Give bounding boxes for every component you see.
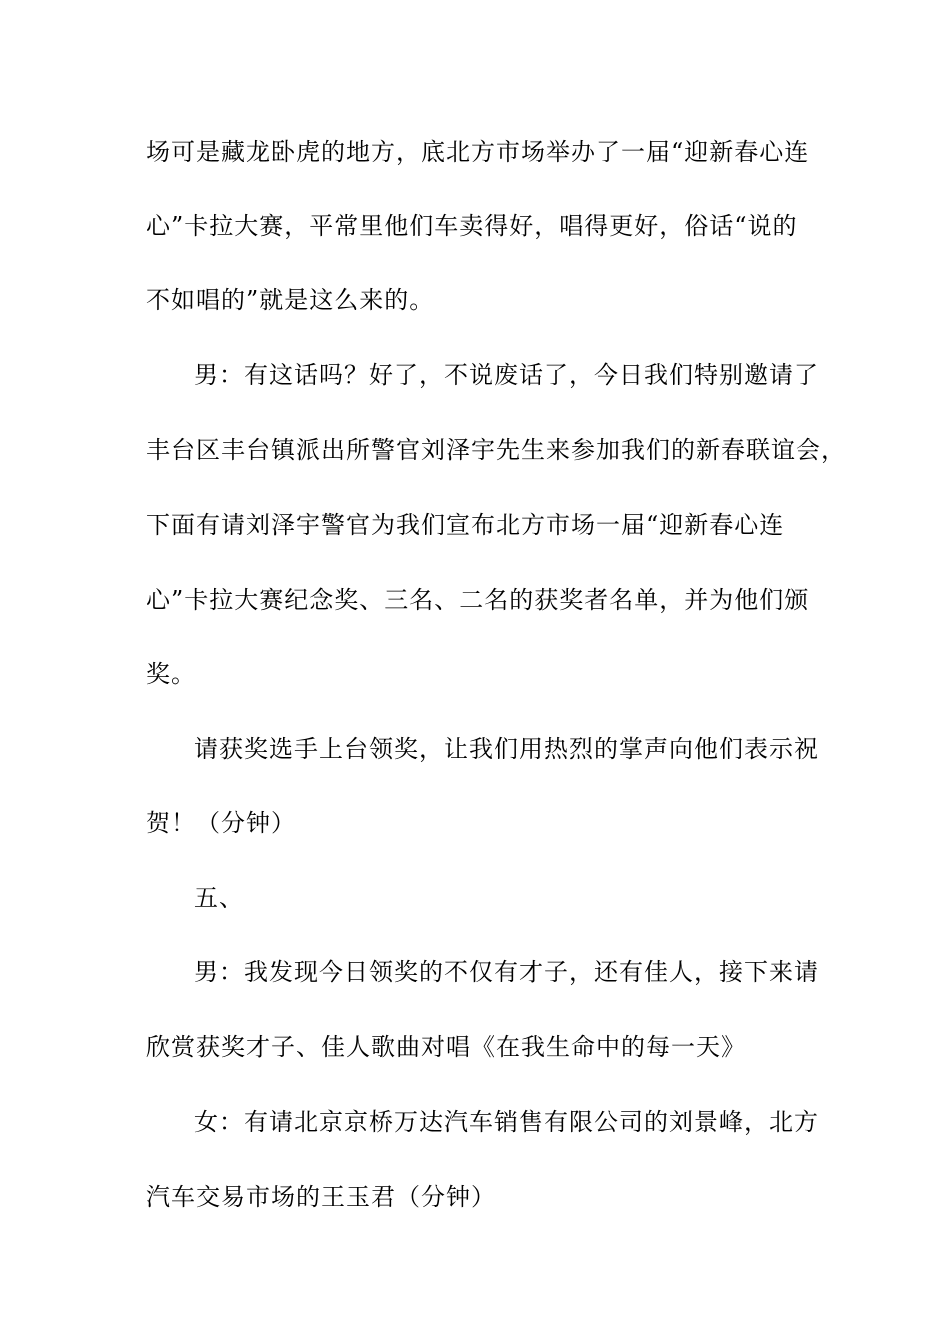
text-line: 五、 <box>194 884 244 912</box>
text-line: 丰台区丰台镇派出所警官刘泽宇先生来参加我们的新春联谊会， <box>146 436 846 464</box>
text-line: 男：我发现今日领奖的不仅有才子，还有佳人，接下来请 <box>194 958 819 986</box>
text-line: 女：有请北京京桥万达汽车销售有限公司的刘景峰，北方 <box>194 1108 819 1136</box>
text-line: 请获奖选手上台领奖，让我们用热烈的掌声向他们表示祝 <box>194 735 819 763</box>
text-line: 汽车交易市场的王玉君（分钟） <box>146 1183 496 1211</box>
text-line: 场可是藏龙卧虎的地方，底北方市场举办了一届“迎新春心连 <box>146 138 810 166</box>
text-line: 欣赏获奖才子、佳人歌曲对唱《在我生命中的每一天》 <box>146 1033 746 1061</box>
text-line: 心”卡拉大赛纪念奖、三名、二名的获奖者名单，并为他们颁 <box>146 586 810 614</box>
text-line: 奖。 <box>146 660 196 688</box>
text-line: 男：有这话吗？好了，不说废话了，今日我们特别邀请了 <box>194 361 819 389</box>
text-line: 贺！（分钟） <box>146 809 296 837</box>
text-line: 不如唱的”就是这么来的。 <box>146 286 435 314</box>
text-line: 心”卡拉大赛，平常里他们车卖得好，唱得更好，俗话“说的 <box>146 212 798 240</box>
text-line: 下面有请刘泽宇警官为我们宣布北方市场一届“迎新春心连 <box>146 511 785 539</box>
